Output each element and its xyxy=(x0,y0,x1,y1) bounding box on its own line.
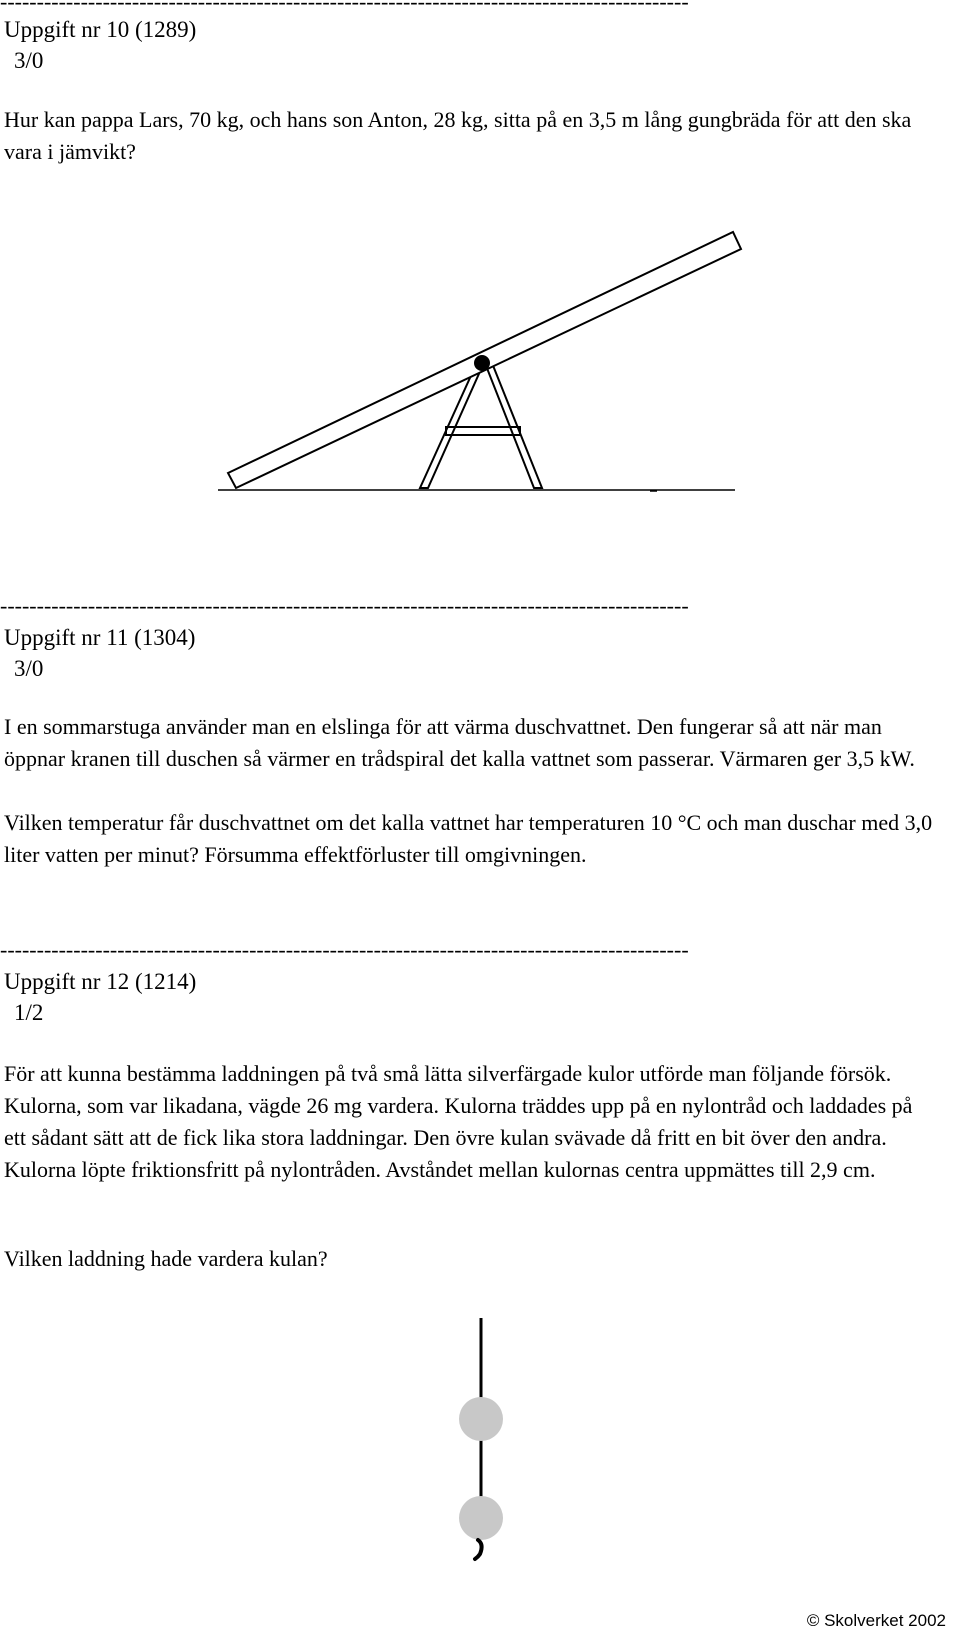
task-11-score: 3/0 xyxy=(14,656,44,681)
task-11-question: Vilken temperatur får duschvattnet om det kalla vattnet har temperaturen 10 °C och man duschar med 3,0 liter vatten per minut? Försumma effektförluster till omgivningen. xyxy=(4,810,933,867)
task-11-description: I en sommarstuga använder man en elslinga för att värma duschvattnet. Den fungerar så att när man öppnar kranen till duschen så värmer en trådspiral det kalla vattnet som passerar. Värmaren ger 3,5 kW. xyxy=(4,714,915,771)
task-12-description: För att kunna bestämma laddningen på två små lätta silverfärgade kulor utförde man följande försök. Kulorna, som var likadana, vägde 26 mg vardera. Kulorna träddes upp på en nylontråd och laddades på ett sådant sätt att de fick lika stora laddningar. Den övre kulan svävade då fritt en bit över den andra. Kulorna löpte friktionsfritt på nylontråden. Avståndet mellan kulornas centra uppmättes till 2,9 cm. xyxy=(4,1061,913,1182)
separator-line: ---------------------------------------------------------------------------------------------- xyxy=(0,938,689,962)
copyright-footer: © Skolverket 2002 xyxy=(806,1611,946,1630)
task-10-question: Hur kan pappa Lars, 70 kg, och hans son Anton, 28 kg, sitta på en 3,5 m lång gungbräda för att den ska vara i jämvikt? xyxy=(4,107,912,164)
task-12-score: 1/2 xyxy=(14,1000,44,1025)
task-10-score: 3/0 xyxy=(14,48,44,73)
task-11-heading: Uppgift nr 11 (1304) xyxy=(4,625,196,650)
task-12-heading: Uppgift nr 12 (1214) xyxy=(4,969,197,994)
separator-line: ---------------------------------------------------------------------------------------------- xyxy=(0,594,689,618)
separator-line: ---------------------------------------------------------------------------------------------- xyxy=(0,0,689,14)
task-10-heading: Uppgift nr 10 (1289) xyxy=(4,17,197,42)
task-12-question: Vilken laddning hade vardera kulan? xyxy=(4,1246,328,1271)
thread-end-mark xyxy=(475,1540,482,1559)
upper-sphere xyxy=(459,1397,503,1441)
lower-sphere xyxy=(459,1496,503,1540)
